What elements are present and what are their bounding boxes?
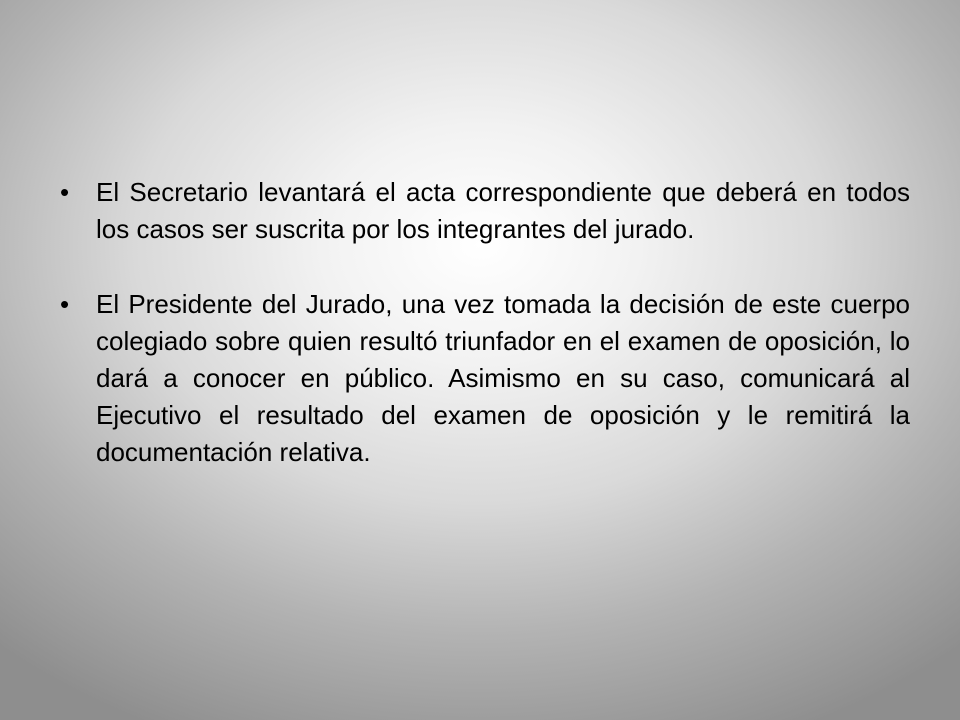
bullet-dot-icon: • <box>60 289 70 319</box>
bullet-item-acta <box>60 174 910 248</box>
bullet-item-presidente <box>60 286 910 471</box>
bullet-text: El Presidente del Jurado, una vez tomada la decisión de este cuerpo colegiado sobre quien resultó triunfador en el examen de oposición, lo dará a conocer en público. Asimismo en su caso, comunicará al Ejecutivo el resultado del examen de oposición y le remitirá la documentación relativa. <box>96 289 910 467</box>
bullet-list <box>60 174 910 509</box>
bullet-dot-icon: • <box>60 177 70 207</box>
bullet-text: El Secretario levantará el acta correspondiente que deberá en todos los casos ser suscrita por los integrantes del jurado. <box>96 177 910 244</box>
